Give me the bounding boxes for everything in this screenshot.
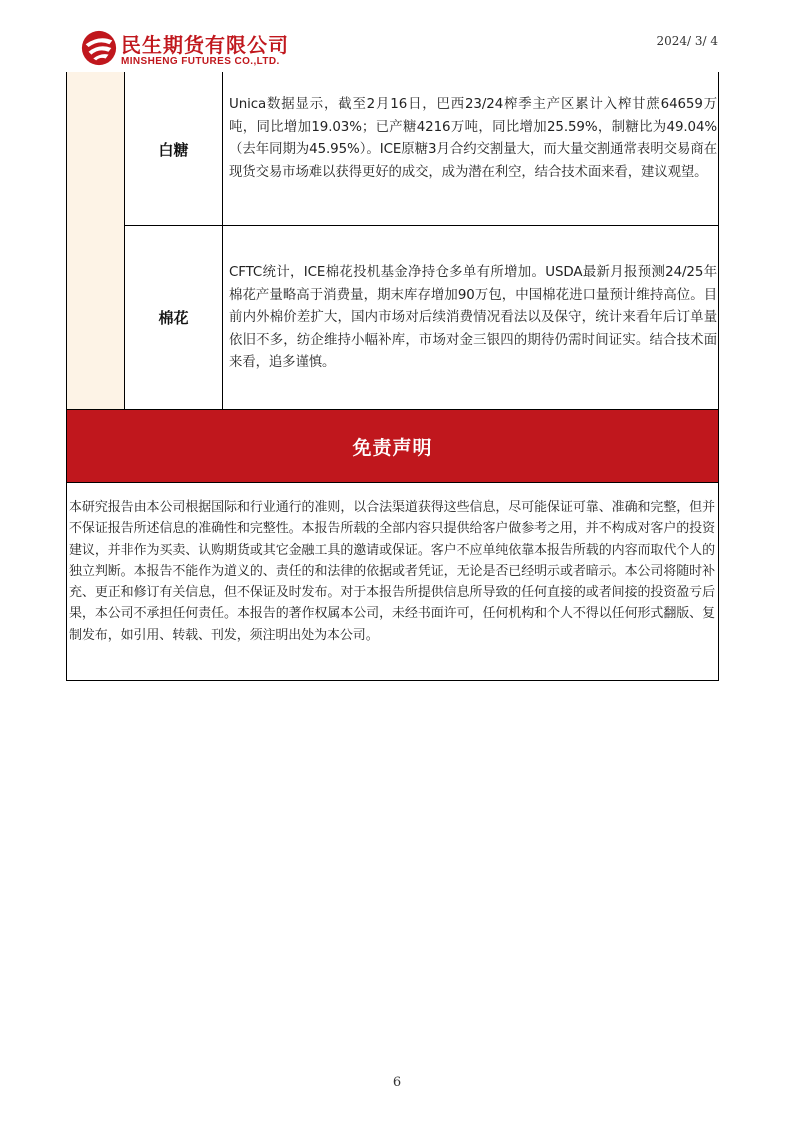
disclaimer-text: 本研究报告由本公司根据国际和行业通行的准则，以合法渠道获得这些信息，尽可能保证可靠、准确和完整，但并不保证报告所述信息的准确性和完整性。本报告所载的全部内容只提供给客户做参考之用，并不构成对客户的投资建议，并非作为买卖、认购期货或其它金融工具的邀请或保证。客户不应单纯依靠本报告所载的内容而取代个人的独立判断。本报告不能作为道义的、责任的和法律的依据或者凭证，无论是否已经明示或者暗示。本公司将随时补充、更正和修订有关信息，但不保证及时发布。对于本报告所提供信息所导致的任何直接的或者间接的投资盈亏后果，本公司不承担任何责任。本报告的著作权属本公司，未经书面许可，任何机构和个人不得以任何形式翻版、复制发布，如引用、转载、刊发，须注明出处为本公司。 bbox=[69, 500, 715, 643]
commodity-commentary: Unica数据显示，截至2月16日，巴西23/24榨季主产区累计入榨甘蔗64659万吨，同比增加19.03%；已产糖4216万吨，同比增加25.59%，制糖比为49.04%（去年同期为45.95%）。ICE原糖3月合约交割量大，而大量交割通常表明交易商在现货交易市场难以获得更好的成交，成为潜在利空，结合技术面来看，建议观望。 bbox=[229, 97, 717, 180]
commodity-table bbox=[66, 72, 719, 409]
disclaimer-body bbox=[66, 483, 719, 681]
table-row-cotton bbox=[125, 226, 719, 409]
commodity-commentary: CFTC统计，ICE棉花投机基金净持仓多单有所增加。USDA最新月报预测24/25年棉花产量略高于消费量，期末库存增加90万包，中国棉花进口量预计维持高位。目前内外棉价差扩大，国内市场对后续消费情况看法以及保守，统计来看年后订单量依旧不多，纺企维持小幅补库，市场对金三银四的期待仍需时间证实。结合技术面来看，追多谨慎。 bbox=[229, 265, 717, 370]
report-date: 2024/ 3/ 4 bbox=[656, 34, 718, 48]
disclaimer-header bbox=[66, 409, 719, 483]
page-number: 6 bbox=[392, 1075, 402, 1090]
category-column bbox=[66, 72, 125, 409]
commodity-name: 棉花 bbox=[125, 226, 223, 409]
disclaimer-title: 免责声明 bbox=[352, 436, 433, 459]
company-name-cn: 民生期货有限公司 bbox=[121, 33, 289, 57]
minsheng-logo-icon bbox=[80, 28, 118, 68]
company-name-en: MINSHENG FUTURES CO.,LTD. bbox=[121, 56, 280, 67]
commodity-name: 白糖 bbox=[125, 72, 223, 225]
table-row-sugar bbox=[125, 72, 719, 226]
page-header bbox=[0, 0, 794, 72]
